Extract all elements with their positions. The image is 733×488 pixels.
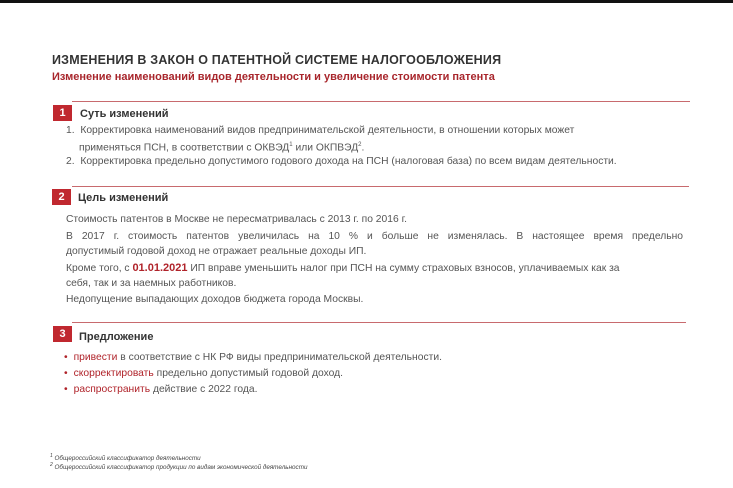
section-2-paragraph-4: Недопущение выпадающих доходов бюджета города Москвы. [66,294,364,305]
proposal-item-2: • скорректировать предельно допустимый годовой доход. [64,368,344,379]
footnote-2: $^2$ Общероссийский классификатор продукции по видам экономической деятельности [50,462,308,472]
section-3-number: 3 [53,326,72,342]
section-2-paragraph-2-line-2: допустимый годовой доход не отражает реальные доходы ИП. [66,246,367,257]
top-border [0,0,733,3]
section-2-divider [72,186,689,187]
section-1-item-2: 2. Корректировка предельно допустимого годового дохода на ПСН (налоговая база) по всем видам деятельности. [66,156,617,167]
section-1-number: 1 [53,105,72,121]
section-1-title: Суть изменений [80,108,169,120]
section-2-number: 2 [52,189,71,205]
proposal-item-3: • распространить действие с 2022 года. [64,384,258,395]
page-subtitle: Изменение наименований видов деятельности и увеличение стоимости патента [52,71,495,83]
proposal-item-1: • привести в соответствие с НК РФ виды предпринимательской деятельности. [64,352,442,363]
highlight-date: 01.01.2021 [132,262,188,274]
page-title: ИЗМЕНЕНИЯ В ЗАКОН О ПАТЕНТНОЙ СИСТЕМЕ НАЛОГООБЛОЖЕНИЯ [52,53,502,67]
bullet-icon: • [64,352,68,363]
section-3-divider [72,322,686,323]
bullet-icon: • [64,384,68,395]
section-2-paragraph-3-line-1: Кроме того, с 01.01.2021 ИП вправе уменьшить налог при ПСН на сумму страховых взносов, уплачиваемых как за [66,262,620,274]
section-1-divider [72,101,690,102]
section-1-item-1-line-2: применяться ПСН, в соответствии с ОКВЭД$^1$ или ОКПВЭД$^2$. [79,142,365,154]
section-2-paragraph-1: Стоимость патентов в Москве не пересматривалась с 2013 г. по 2016 г. [66,214,407,225]
section-3-title: Предложение [79,331,154,343]
footnote-1: $^1$ Общероссийский классификатор деятельности [50,453,201,463]
section-2-paragraph-2-line-1: В 2017 г. стоимость патентов увеличилась на 10 % и больше не изменялась. В настоящее время предельно [66,231,683,242]
section-1-item-1-line-1: 1. Корректировка наименований видов предпринимательской деятельности, в отношении которых может [66,125,575,136]
section-2-title: Цель изменений [78,192,169,204]
section-2-paragraph-3-line-2: себя, так и за наемных работников. [66,278,237,289]
bullet-icon: • [64,368,68,379]
